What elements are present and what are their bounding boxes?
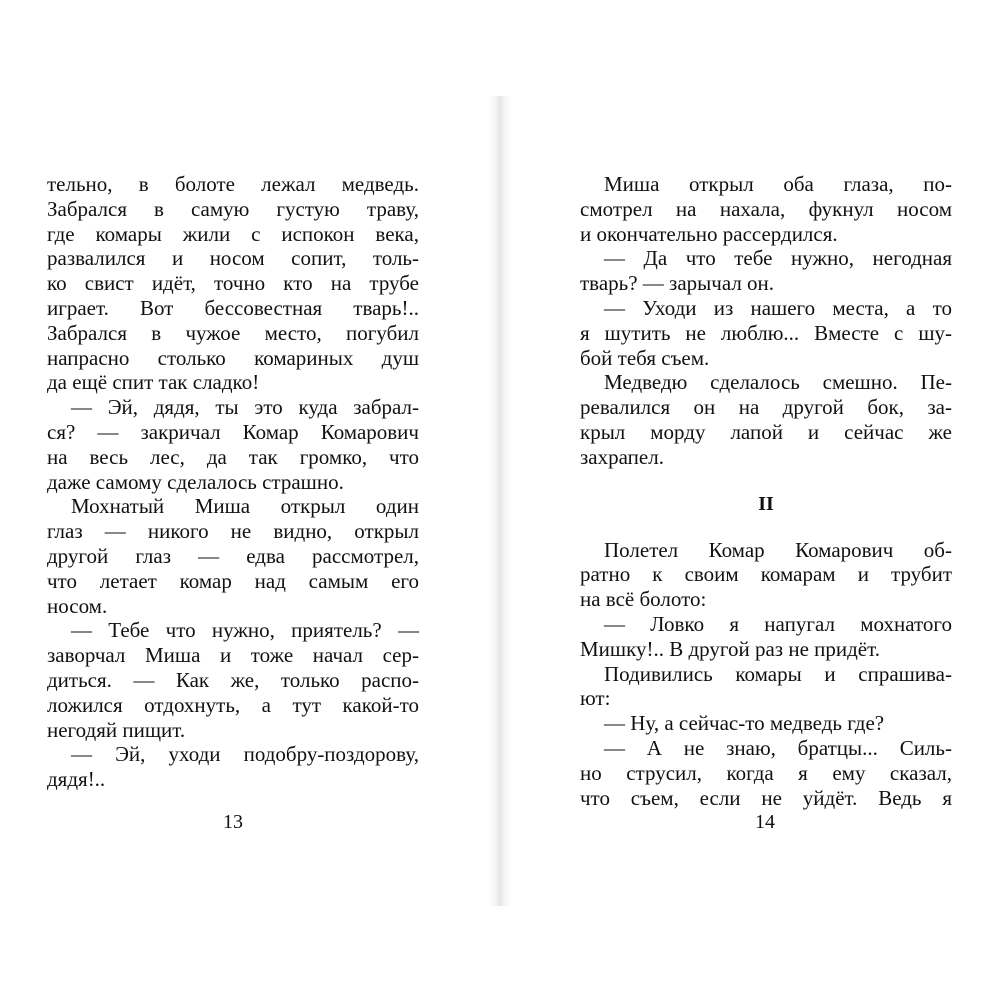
text-line: заворчал Миша и тоже начал сер- [47,643,419,668]
text-line: — Эй, уходи подобру-поздорову, [71,742,419,767]
text-line: и окончательно рассердился. [580,221,838,246]
text-line: на весь лес, да так громко, что [47,444,419,469]
text-line: Миша открыл оба глаза, по- [604,172,952,196]
text-line: напрасно столько комариных душ [47,345,419,370]
text-line: — Да что тебе нужно, негодная [604,246,952,271]
text-line: — Ловко я напугал мохнатого [604,611,952,636]
page-number-left: 13 [223,811,243,833]
text-line: тельно, в болоте лежал медведь. [47,172,419,196]
book-gutter-shadow [488,96,512,906]
text-line: да ещё спит так сладко! [47,370,260,395]
text-line: диться. — Как же, только распо- [47,667,419,692]
text-line: дядя!.. [47,767,106,792]
text-line: ревалился он на другой бок, за- [580,395,952,420]
page-number-right: 14 [755,811,775,833]
text-line: крыл морду лапой и сейчас же [580,419,952,444]
right-page-text [580,172,952,810]
text-line: — Тебе что нужно, приятель? — [71,618,419,643]
text-line: носом. [47,593,108,618]
text-line: даже самому сделалось страшно. [47,469,344,494]
text-line: что съем, если не уйдёт. Ведь я [580,785,952,810]
text-line: но струсил, когда я ему сказал, [580,760,952,785]
text-line: ют: [580,686,611,711]
text-line: ратно к своим комарам и трубит [580,562,952,587]
text-line: — А не знаю, братцы... Силь- [604,735,952,760]
text-line: Мохнатый Миша открыл один [71,494,419,519]
text-line: на всё болото: [580,587,707,612]
text-line: где комары жили с испокон века, [47,221,419,246]
text-line: негодяй пищит. [47,717,186,742]
text-line: Забрался в самую густую траву, [47,196,419,221]
chapter-heading: II [758,492,774,515]
text-line: — Ну, а сейчас-то медведь где? [604,711,885,736]
text-line: Подивились комары и спрашива- [604,661,952,686]
text-line: ся? — закричал Комар Комарович [47,419,419,444]
text-line: ко свист идёт, точно кто на трубе [47,271,419,296]
text-line: что летает комар над самым его [47,568,419,593]
text-line: бой тебя съем. [580,345,710,370]
text-line: Мишку!.. В другой раз не придёт. [580,636,880,661]
text-line: — Уходи из нашего места, а то [604,295,952,320]
text-line: глаз — никого не видно, открыл [47,519,419,544]
text-line: Медведю сделалось смешно. Пе- [604,370,952,395]
text-line: ложился отдохнуть, а тут какой-то [47,692,419,717]
text-line: другой глаз — едва рассмотрел, [47,543,419,568]
text-line: смотрел на нахала, фукнул носом [580,196,952,221]
text-line: Забрался в чужое место, погубил [47,320,419,345]
text-line: развалился и носом сопит, толь- [47,246,419,271]
text-line: играет. Вот бессовестная тварь!.. [47,295,419,320]
text-line: — Эй, дядя, ты это куда забрал- [71,395,419,420]
text-line: тварь? — зарычал он. [580,271,775,296]
text-line: Полетел Комар Комарович об- [604,537,952,562]
text-line: захрапел. [580,444,664,469]
left-page-text [47,172,419,792]
text-line: я шутить не люблю... Вместе с шу- [580,320,952,345]
